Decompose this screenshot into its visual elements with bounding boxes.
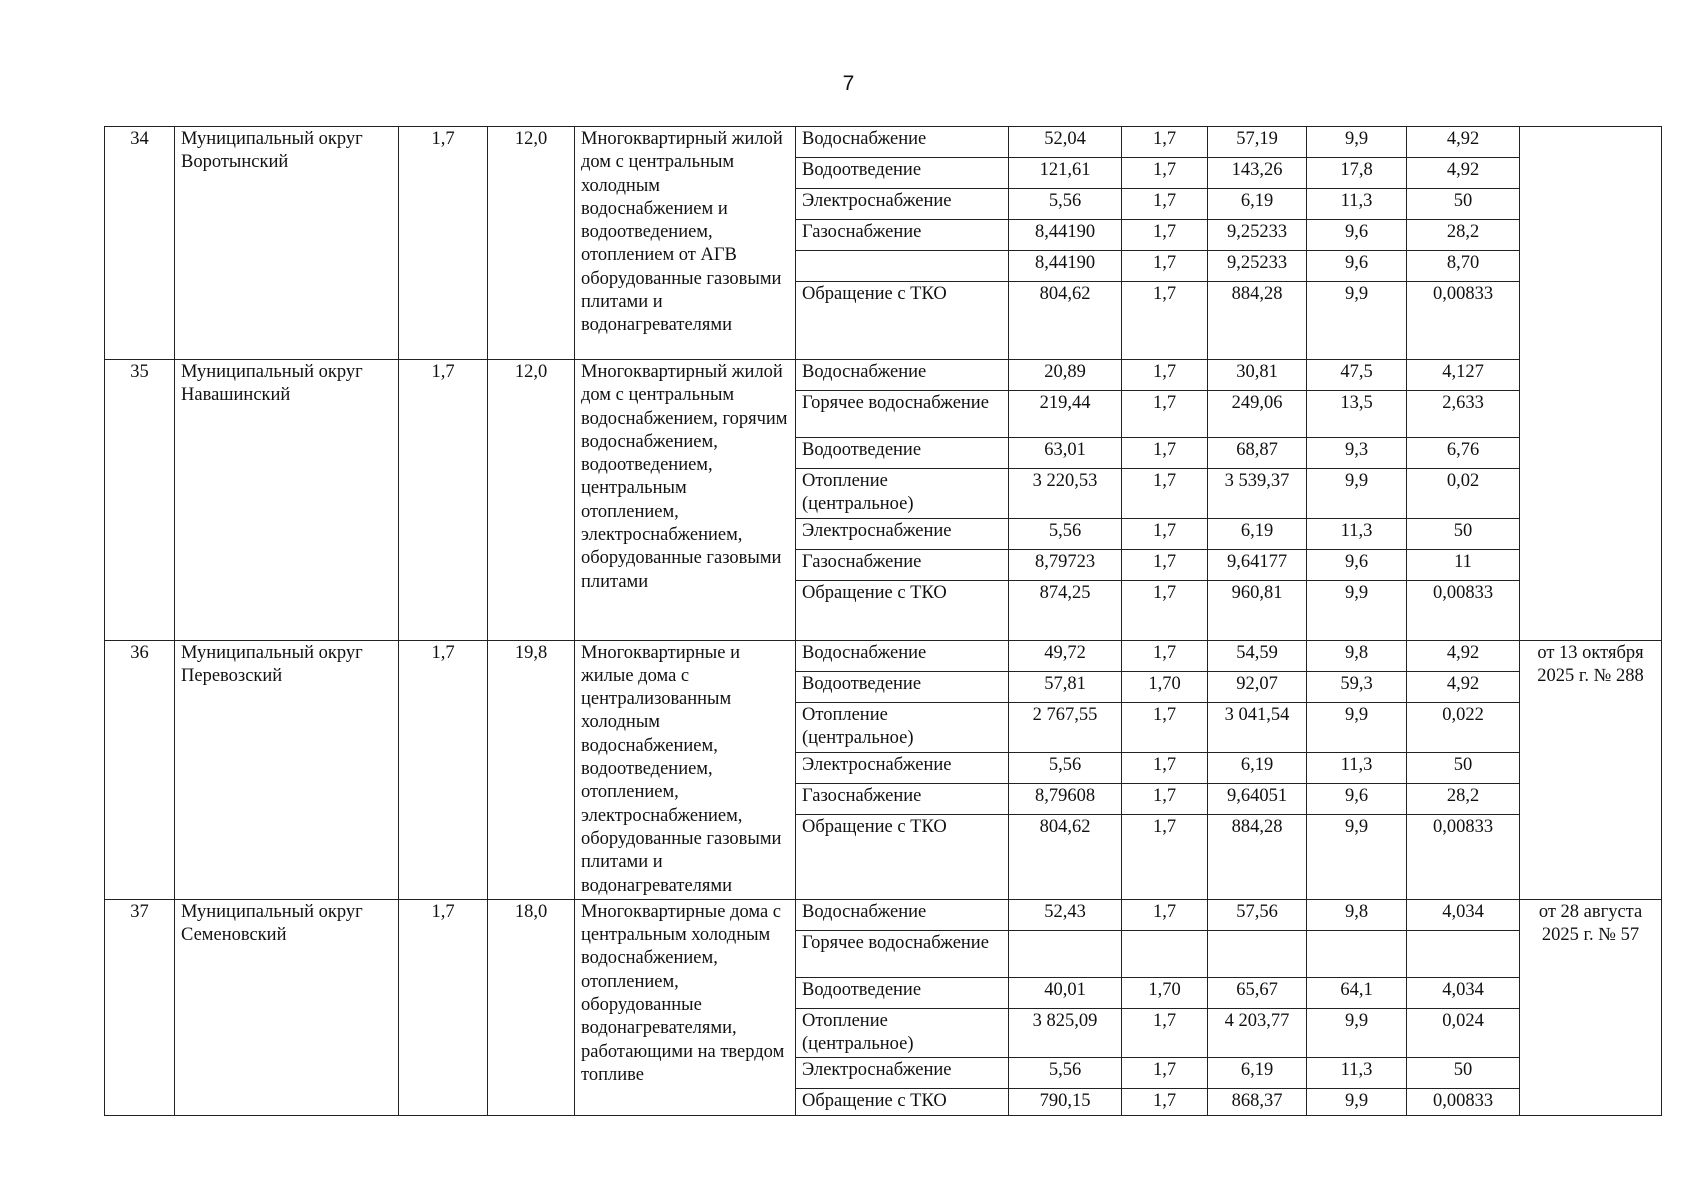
service-value-v2: 1,7: [1122, 702, 1208, 752]
service-value-v2: 1,7: [1122, 1008, 1208, 1058]
service-value-v5: 50: [1407, 752, 1520, 783]
service-value-v2: 1,7: [1122, 549, 1208, 580]
service-value-v2: 1,7: [1122, 391, 1208, 438]
service-value-v5: 8,70: [1407, 251, 1520, 282]
service-value-v2: 1,7: [1122, 127, 1208, 158]
service-value-v2: 1,7: [1122, 251, 1208, 282]
service-value-v1: 874,25: [1009, 580, 1122, 640]
service-value-v1: 20,89: [1009, 360, 1122, 391]
entry-number: 37: [105, 899, 175, 1115]
service-value-v5: 0,02: [1407, 469, 1520, 519]
service-value-v5: 0,00833: [1407, 580, 1520, 640]
service-value-v3: 6,19: [1208, 518, 1307, 549]
service-value-v4: [1307, 930, 1407, 977]
service-value-v2: 1,7: [1122, 360, 1208, 391]
housing-description: Многоквартирный жилой дом с центральным водоснабжением, горячим водоснабжением, водоотведением, центральным отоплением, электроснабжением, оборудованные газовыми плитами: [575, 360, 796, 641]
service-value-v4: 64,1: [1307, 977, 1407, 1008]
service-value-v1: 804,62: [1009, 282, 1122, 360]
service-value-v1: 52,43: [1009, 899, 1122, 930]
service-value-v1: 8,79608: [1009, 784, 1122, 815]
service-value-v5: 28,2: [1407, 784, 1520, 815]
service-value-v2: 1,7: [1122, 1089, 1208, 1115]
service-value-v5: 50: [1407, 518, 1520, 549]
service-value-v1: 8,79723: [1009, 549, 1122, 580]
service-value-v5: 0,00833: [1407, 282, 1520, 360]
table-row: [105, 640, 1662, 671]
service-value-v4: 9,9: [1307, 1089, 1407, 1115]
service-value-v4: 9,3: [1307, 438, 1407, 469]
service-name: Отопление (центральное): [796, 702, 1009, 752]
service-value-v1: 5,56: [1009, 518, 1122, 549]
entry-number: 34: [105, 127, 175, 360]
service-value-v5: 28,2: [1407, 220, 1520, 251]
service-value-v1: 40,01: [1009, 977, 1122, 1008]
service-value-v1: 219,44: [1009, 391, 1122, 438]
service-value-v1: 52,04: [1009, 127, 1122, 158]
entry-number: 35: [105, 360, 175, 641]
housing-description: Многоквартирный жилой дом с центральным холодным водоснабжением и водоотведением, отоплением от АГВ оборудованные газовыми плитами и водонагревателями: [575, 127, 796, 360]
service-value-v3: 4 203,77: [1208, 1008, 1307, 1058]
service-name: Водоснабжение: [796, 640, 1009, 671]
service-value-v2: 1,7: [1122, 784, 1208, 815]
service-value-v3: 9,25233: [1208, 220, 1307, 251]
service-value-v1: [1009, 930, 1122, 977]
tariff-table: [104, 126, 1662, 1116]
service-name: Горячее водоснабжение: [796, 391, 1009, 438]
service-value-v3: 143,26: [1208, 158, 1307, 189]
service-name: Обращение с ТКО: [796, 282, 1009, 360]
service-value-v1: 790,15: [1009, 1089, 1122, 1115]
service-name: Газоснабжение: [796, 784, 1009, 815]
rate-value: 18,0: [488, 899, 575, 1115]
service-value-v5: 6,76: [1407, 438, 1520, 469]
service-value-v2: 1,7: [1122, 518, 1208, 549]
service-value-v5: 50: [1407, 1058, 1520, 1089]
service-name: Электроснабжение: [796, 1058, 1009, 1089]
rate-value: 19,8: [488, 640, 575, 899]
service-value-v4: 9,6: [1307, 220, 1407, 251]
service-value-v4: 17,8: [1307, 158, 1407, 189]
service-value-v5: 4,92: [1407, 640, 1520, 671]
service-name: Обращение с ТКО: [796, 580, 1009, 640]
service-value-v3: 6,19: [1208, 189, 1307, 220]
service-value-v5: 50: [1407, 189, 1520, 220]
table-row: [105, 360, 1662, 391]
service-name: Электроснабжение: [796, 518, 1009, 549]
norm-value: 1,7: [399, 640, 488, 899]
service-value-v4: 9,9: [1307, 469, 1407, 519]
norm-value: 1,7: [399, 899, 488, 1115]
service-value-v3: 65,67: [1208, 977, 1307, 1008]
district-name: Муниципальный округ Семеновский: [175, 899, 399, 1115]
service-value-v4: 9,9: [1307, 702, 1407, 752]
service-value-v4: 11,3: [1307, 1058, 1407, 1089]
table-row: [105, 127, 1662, 158]
entry-number: 36: [105, 640, 175, 899]
service-value-v2: 1,7: [1122, 189, 1208, 220]
table-body: [105, 127, 1662, 1116]
service-name: Водоснабжение: [796, 360, 1009, 391]
service-value-v4: 9,6: [1307, 784, 1407, 815]
service-value-v2: 1,7: [1122, 469, 1208, 519]
service-value-v3: 92,07: [1208, 671, 1307, 702]
service-value-v1: 121,61: [1009, 158, 1122, 189]
service-value-v5: 0,022: [1407, 702, 1520, 752]
service-value-v3: 3 041,54: [1208, 702, 1307, 752]
service-value-v4: 11,3: [1307, 189, 1407, 220]
service-value-v1: 3 825,09: [1009, 1008, 1122, 1058]
service-name: Обращение с ТКО: [796, 815, 1009, 900]
service-value-v5: 4,92: [1407, 127, 1520, 158]
service-value-v2: 1,7: [1122, 899, 1208, 930]
service-value-v1: 49,72: [1009, 640, 1122, 671]
norm-value: 1,7: [399, 127, 488, 360]
service-value-v3: 884,28: [1208, 815, 1307, 900]
service-value-v3: 57,19: [1208, 127, 1307, 158]
service-value-v3: 249,06: [1208, 391, 1307, 438]
service-value-v4: 13,5: [1307, 391, 1407, 438]
rate-value: 12,0: [488, 127, 575, 360]
service-value-v1: 5,56: [1009, 1058, 1122, 1089]
service-value-v2: 1,7: [1122, 158, 1208, 189]
service-value-v5: 0,00833: [1407, 815, 1520, 900]
service-value-v1: 5,56: [1009, 189, 1122, 220]
service-value-v4: 59,3: [1307, 671, 1407, 702]
service-value-v3: 884,28: [1208, 282, 1307, 360]
service-name: Водоотведение: [796, 671, 1009, 702]
service-name: [796, 251, 1009, 282]
service-value-v5: 4,92: [1407, 671, 1520, 702]
service-value-v3: 30,81: [1208, 360, 1307, 391]
service-value-v4: 11,3: [1307, 518, 1407, 549]
district-name: Муниципальный округ Навашинский: [175, 360, 399, 641]
rate-value: 12,0: [488, 360, 575, 641]
service-name: Газоснабжение: [796, 549, 1009, 580]
service-value-v4: 9,6: [1307, 549, 1407, 580]
service-value-v3: 54,59: [1208, 640, 1307, 671]
decision-cell: [1520, 127, 1662, 641]
service-value-v3: 6,19: [1208, 752, 1307, 783]
district-name: Муниципальный округ Перевозский: [175, 640, 399, 899]
service-name: Водоотведение: [796, 977, 1009, 1008]
service-name: Обращение с ТКО: [796, 1089, 1009, 1115]
service-value-v1: 57,81: [1009, 671, 1122, 702]
service-value-v2: 1,7: [1122, 438, 1208, 469]
service-value-v2: 1,7: [1122, 1058, 1208, 1089]
service-value-v2: 1,7: [1122, 752, 1208, 783]
housing-description: Многоквартирные дома с центральным холодным водоснабжением, отоплением, оборудованные водонагревателями, работающими на твердом топливе: [575, 899, 796, 1115]
service-value-v3: 6,19: [1208, 1058, 1307, 1089]
service-value-v2: 1,70: [1122, 977, 1208, 1008]
service-value-v5: 4,92: [1407, 158, 1520, 189]
service-value-v1: 3 220,53: [1009, 469, 1122, 519]
service-value-v2: 1,7: [1122, 640, 1208, 671]
service-value-v3: 57,56: [1208, 899, 1307, 930]
housing-description: Многоквартирные и жилые дома с централизованным холодным водоснабжением, водоотведением, отоплением, электроснабжением, оборудованные газовыми плитами и водонагревателями: [575, 640, 796, 899]
district-name: Муниципальный округ Воротынский: [175, 127, 399, 360]
service-value-v1: 8,44190: [1009, 251, 1122, 282]
service-name: Водоснабжение: [796, 899, 1009, 930]
service-value-v5: 4,127: [1407, 360, 1520, 391]
service-value-v5: 0,00833: [1407, 1089, 1520, 1115]
service-name: Водоотведение: [796, 158, 1009, 189]
service-value-v4: 47,5: [1307, 360, 1407, 391]
service-value-v1: 63,01: [1009, 438, 1122, 469]
service-value-v3: 9,25233: [1208, 251, 1307, 282]
decision-cell: от 13 октября 2025 г. № 288: [1520, 640, 1662, 899]
service-value-v2: [1122, 930, 1208, 977]
service-name: Электроснабжение: [796, 752, 1009, 783]
service-value-v1: 2 767,55: [1009, 702, 1122, 752]
service-value-v5: 0,024: [1407, 1008, 1520, 1058]
service-value-v5: 11: [1407, 549, 1520, 580]
service-value-v2: 1,7: [1122, 282, 1208, 360]
service-value-v3: 9,64051: [1208, 784, 1307, 815]
service-value-v5: 4,034: [1407, 899, 1520, 930]
service-value-v1: 804,62: [1009, 815, 1122, 900]
service-value-v4: 9,9: [1307, 580, 1407, 640]
service-name: Газоснабжение: [796, 220, 1009, 251]
service-value-v3: 3 539,37: [1208, 469, 1307, 519]
service-value-v3: 960,81: [1208, 580, 1307, 640]
service-value-v4: 9,9: [1307, 1008, 1407, 1058]
service-value-v3: 9,64177: [1208, 549, 1307, 580]
service-value-v4: 9,8: [1307, 640, 1407, 671]
service-value-v2: 1,7: [1122, 220, 1208, 251]
service-value-v4: 9,6: [1307, 251, 1407, 282]
service-value-v1: 5,56: [1009, 752, 1122, 783]
service-value-v2: 1,70: [1122, 671, 1208, 702]
service-name: Отопление (центральное): [796, 1008, 1009, 1058]
service-value-v4: 9,9: [1307, 282, 1407, 360]
service-value-v3: 68,87: [1208, 438, 1307, 469]
service-value-v4: 11,3: [1307, 752, 1407, 783]
service-value-v5: 4,034: [1407, 977, 1520, 1008]
service-value-v3: [1208, 930, 1307, 977]
service-value-v4: 9,9: [1307, 815, 1407, 900]
page-number: 7: [842, 72, 855, 95]
service-value-v5: [1407, 930, 1520, 977]
service-name: Горячее водоснабжение: [796, 930, 1009, 977]
service-value-v4: 9,8: [1307, 899, 1407, 930]
decision-cell: от 28 августа 2025 г. № 57: [1520, 899, 1662, 1115]
norm-value: 1,7: [399, 360, 488, 641]
service-value-v2: 1,7: [1122, 815, 1208, 900]
service-value-v4: 9,9: [1307, 127, 1407, 158]
service-value-v5: 2,633: [1407, 391, 1520, 438]
service-value-v2: 1,7: [1122, 580, 1208, 640]
service-name: Водоснабжение: [796, 127, 1009, 158]
service-name: Отопление (центральное): [796, 469, 1009, 519]
service-name: Электроснабжение: [796, 189, 1009, 220]
service-value-v3: 868,37: [1208, 1089, 1307, 1115]
table-row: [105, 899, 1662, 930]
service-name: Водоотведение: [796, 438, 1009, 469]
service-value-v1: 8,44190: [1009, 220, 1122, 251]
